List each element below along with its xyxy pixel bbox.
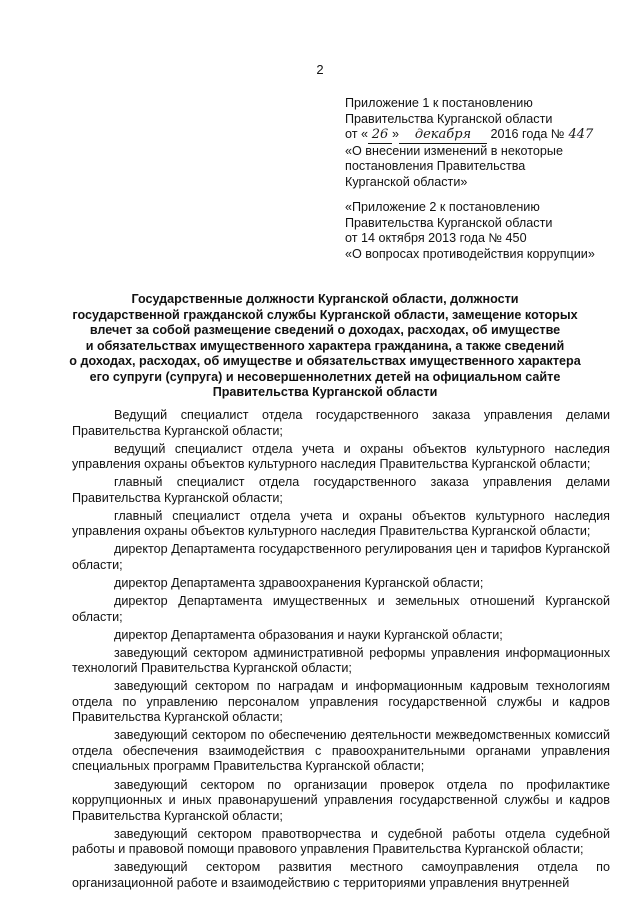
list-item: ведущий специалист отдела учета и охраны объектов культурного наследия управления охраны объектов культурного наследия Правительства Курганской области; <box>72 441 610 472</box>
title-line-6: его супруги (супруга) и несовершеннолетних детей на официальном сайте <box>89 369 561 384</box>
list-item: директор Департамента имущественных и земельных отношений Курганской области; <box>72 594 610 624</box>
list-item: заведующий сектором по наградам и информационным кадровым технологиям отдела по управлению персоналом управления государственной службы и кадров Правительства Курганской области; <box>72 679 610 725</box>
appendix-1-date-line <box>345 127 594 144</box>
list-item: директор Департамента здравоохранения Курганской области; <box>114 575 484 590</box>
handwritten-number: 447 <box>568 127 594 142</box>
title-line-5: о доходах, расходах, об имуществе и обязательствах имущественного характера <box>69 354 581 368</box>
handwritten-month: декабря <box>399 127 487 144</box>
list-item: заведующий сектором по обеспечению деятельности межведомственных комиссий отдела обеспечения взаимодействия с правоохранительными органами управления специальных программ Правительства Курганской области; <box>72 728 610 774</box>
date-prefix: от « <box>345 127 368 141</box>
appendix-1-line-2: Правительства Курганской области <box>345 111 553 126</box>
list-item: Ведущий специалист отдела государственного заказа управления делами Правительства Курганской области; <box>72 408 610 438</box>
list-item: главный специалист отдела учета и охраны объектов культурного наследия управления охраны объектов культурного наследия Правительства Курганской области; <box>72 508 610 539</box>
list-item: главный специалист отдела государственного заказа управления делами Правительства Курганской области; <box>72 475 610 505</box>
page-number: 2 <box>316 62 324 77</box>
appendix-1-line-5: постановления Правительства <box>345 159 526 173</box>
title-line-4: и обязательствах имущественного характера гражданина, а также сведений <box>85 338 565 353</box>
list-item: директор Департамента государственного регулирования цен и тарифов Курганской области; <box>72 542 610 572</box>
appendix-2-line-1: «Приложение 2 к постановлению <box>345 200 540 214</box>
appendix-2-line-4: «О вопросах противодействия коррупции» <box>345 246 595 261</box>
appendix-2-header <box>345 200 595 262</box>
title-line-7: Правительства Курганской области <box>212 385 438 399</box>
date-suffix: 2016 года № <box>487 127 568 141</box>
appendix-2-line-3: от 14 октября 2013 года № 450 <box>345 231 527 245</box>
list-item: заведующий сектором административной реформы управления информационных технологий Правительства Курганской области; <box>72 645 610 676</box>
date-mid: » <box>392 127 400 141</box>
list-item: заведующий сектором правотворчества и судебной работы отдела судебной работы и правовой помощи правового управления Правительства Курганской области; <box>72 826 610 857</box>
positions-list <box>72 408 610 891</box>
title-line-3: влечет за собой размещение сведений о доходах, расходах, об имуществе <box>89 323 561 337</box>
document-title <box>60 292 590 401</box>
appendix-1-line-6: Курганской области» <box>345 174 468 189</box>
handwritten-day: 26 <box>368 127 392 144</box>
appendix-2-line-2: Правительства Курганской области <box>345 215 553 230</box>
list-item: заведующий сектором по организации проверок отдела по профилактике коррупционных и иных правонарушений управления государственной службы и кадров Правительства Курганской области; <box>72 777 610 823</box>
title-line-2: государственной гражданской службы Курганской области, замещение которых <box>72 307 578 322</box>
list-item: директор Департамента образования и науки Курганской области; <box>114 627 503 642</box>
appendix-1-line-4: «О внесении изменений в некоторые <box>345 143 563 158</box>
appendix-1-header <box>345 96 594 190</box>
title-line-1: Государственные должности Курганской области, должности <box>131 292 519 306</box>
appendix-1-line-1: Приложение 1 к постановлению <box>345 96 533 110</box>
list-item: заведующий сектором развития местного самоуправления отдела по организационной работе и взаимодействию с территориями управления внутренней <box>72 860 610 890</box>
